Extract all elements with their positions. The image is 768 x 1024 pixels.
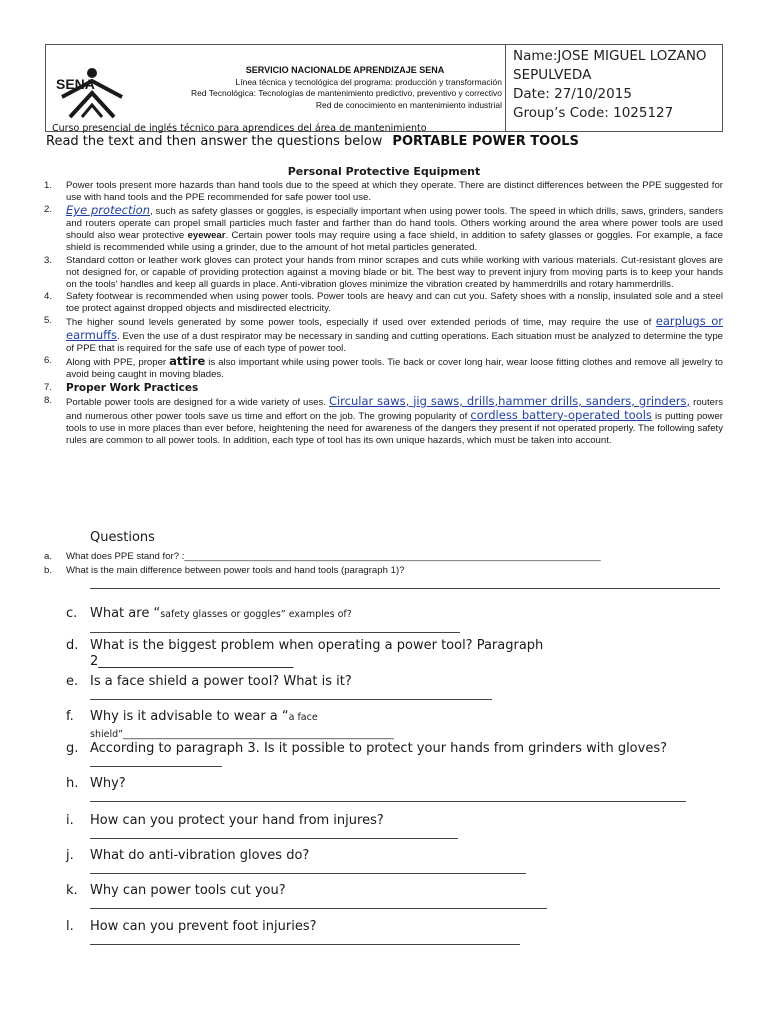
question-d: d. What is the biggest problem when operating a power tool? Paragraph 2______________________________ xyxy=(66,638,544,669)
document-title: PORTABLE POWER TOOLS xyxy=(392,134,579,149)
group-code: Group’s Code: 1025127 xyxy=(513,105,674,121)
question-h: h. Why? xyxy=(90,776,686,802)
answer-line-b[interactable] xyxy=(90,577,720,589)
paragraph-1: 1. Power tools present more hazards than hand tools due to the speed at which they operate. There are distinct differences between the PPE suggested for use with hand tools and the PPE recommended for safe power tool use. xyxy=(44,180,723,204)
answer-line-i[interactable] xyxy=(90,829,458,839)
network-line: Red Tecnológica: Tecnologías de mantenimiento predictivo, preventivo y correctivo xyxy=(190,88,502,98)
tools-link[interactable]: Circular saws, jig saws, drills,hammer drills, sanders, grinders, xyxy=(328,393,691,408)
work-practices-heading: Proper Work Practices xyxy=(66,381,199,394)
question-j: j. What do anti-vibration gloves do? xyxy=(90,848,526,874)
question-g: g. According to paragraph 3. Is it possible to protect your hands from grinders with gloves? xyxy=(90,741,730,767)
logo-text: SENA xyxy=(56,76,95,92)
paragraph-3: 3. Standard cotton or leather work gloves can protect your hands from minor scrapes and cuts while working with various materials. Cut-resistant gloves are not designed for, or capable of providing protection against a moving blade or bit. The best way to prevent injury from moving parts is to keep your hands on the tools' handles and keep all guards in place. Anti-vibration gloves minimize the vibration created by hammerdrills and rotary hammerdrills. xyxy=(44,254,723,290)
instruction-line xyxy=(46,134,579,149)
eye-protection-link[interactable]: Eye protection xyxy=(66,203,151,218)
answer-line-e[interactable] xyxy=(90,690,492,700)
question-a: a. What does PPE stand for? :______________________________________________________________________________ xyxy=(44,551,601,562)
question-b: b. What is the main difference between power tools and hand tools (paragraph 1)? xyxy=(66,565,720,589)
answer-line-c[interactable] xyxy=(90,623,460,633)
paragraph-2: 2. Eye protection, such as safety glasses or goggles, is especially important when using power tools. The speed in which drills, saws, grinders, sanders and routers operate can propel small particles much faster and farther than do hand tools. Others working around the area where power tools are used should also wear protective eyewear. Certain power tools may require using a face shield, in addition to safety glasses or goggles. For example, a face shield is recommended while using a grinder, due to the amount of hot metal particles generated. xyxy=(44,203,723,254)
answer-line-j[interactable] xyxy=(90,864,526,874)
instruction-text: Read the text and then answer the questions below xyxy=(46,134,383,149)
answer-line-k[interactable] xyxy=(90,899,547,909)
section-title: Personal Protective Equipment xyxy=(287,165,481,178)
question-k: k. Why can power tools cut you? xyxy=(90,883,547,909)
knowledge-line: Red de conocimiento en mantenimiento industrial xyxy=(315,99,502,110)
date-field: Date: 27/10/2015 xyxy=(513,86,632,102)
questions-title: Questions xyxy=(90,530,155,545)
question-i: i. How can you protect your hand from injures? xyxy=(90,813,458,839)
answer-line-h[interactable] xyxy=(90,792,686,802)
answer-line-g[interactable] xyxy=(90,757,222,767)
question-e: e. Is a face shield a power tool? What is it? xyxy=(90,674,492,700)
student-name-cont: SEPULVEDA xyxy=(513,67,592,83)
paragraph-list xyxy=(44,180,723,447)
course-line: Curso presencial de inglés técnico para aprendices del área de mantenimiento xyxy=(52,123,427,134)
paragraph-5: 5. The higher sound levels generated by some power tools, especially if used over extended periods of time, may require the use of earplugs or earmuffs. Even the use of a dust respirator may be necessary in sanding and cutting operations. Each situation must be analyzed to determine the type of PPE that is required for the safe use of each type of power tool. xyxy=(44,314,723,355)
cordless-tools-link[interactable]: cordless battery-operated tools xyxy=(470,407,652,422)
institution-cell xyxy=(46,45,506,134)
student-name: Name:JOSE MIGUEL LOZANO xyxy=(513,48,707,64)
institution-name: SERVICIO NACIONALDE APRENDIZAJE SENA xyxy=(245,65,445,75)
paragraph-7: 7. Proper Work Practices xyxy=(44,381,199,394)
question-c: c. What are “safety glasses or goggles” examples of? xyxy=(90,606,460,633)
paragraph-4: 4. Safety footwear is recommended when using power tools. Power tools are heavy and can cut you. Safety shoes with a nonslip, insulated sole and a steel toe protect against dropped objects and misdirected electricity. xyxy=(44,290,723,314)
paragraph-6: 6. Along with PPE, proper attire is also important while using power tools. Tie back or cover long hair, wear loose fitting clothes and remove all jewelry to avoid being caught in moving blades. xyxy=(44,354,723,381)
question-l: l. How can you prevent foot injuries? xyxy=(90,919,520,945)
paragraph-8: 8. Portable power tools are designed for a wide variety of uses. Circular saws, jig saws, drills,hammer drills, sanders, grinders, routers and numerous other power tools save us time and effort on the job. The growing popularity of cordless battery-operated tools is putting power tools to use in more places than ever before, heightening the need for awareness of the dangers they present if not operated properly. The following safety rules are common to all power tools. In addition, each type of tool has its own unique hazards, which must be taken into account. xyxy=(44,393,723,446)
institution-block xyxy=(128,65,502,111)
program-line: Línea técnica y tecnológica del programa: producción y transformación xyxy=(235,76,502,87)
student-info-cell xyxy=(507,45,723,131)
earplugs-link[interactable]: earplugs or earmuffs xyxy=(66,314,723,343)
header-table xyxy=(45,44,723,132)
sena-logo xyxy=(52,67,132,119)
answer-line-l[interactable] xyxy=(90,935,520,945)
question-f: f. Why is it advisable to wear a “a face shield”_________________________________________________________ xyxy=(66,709,394,740)
